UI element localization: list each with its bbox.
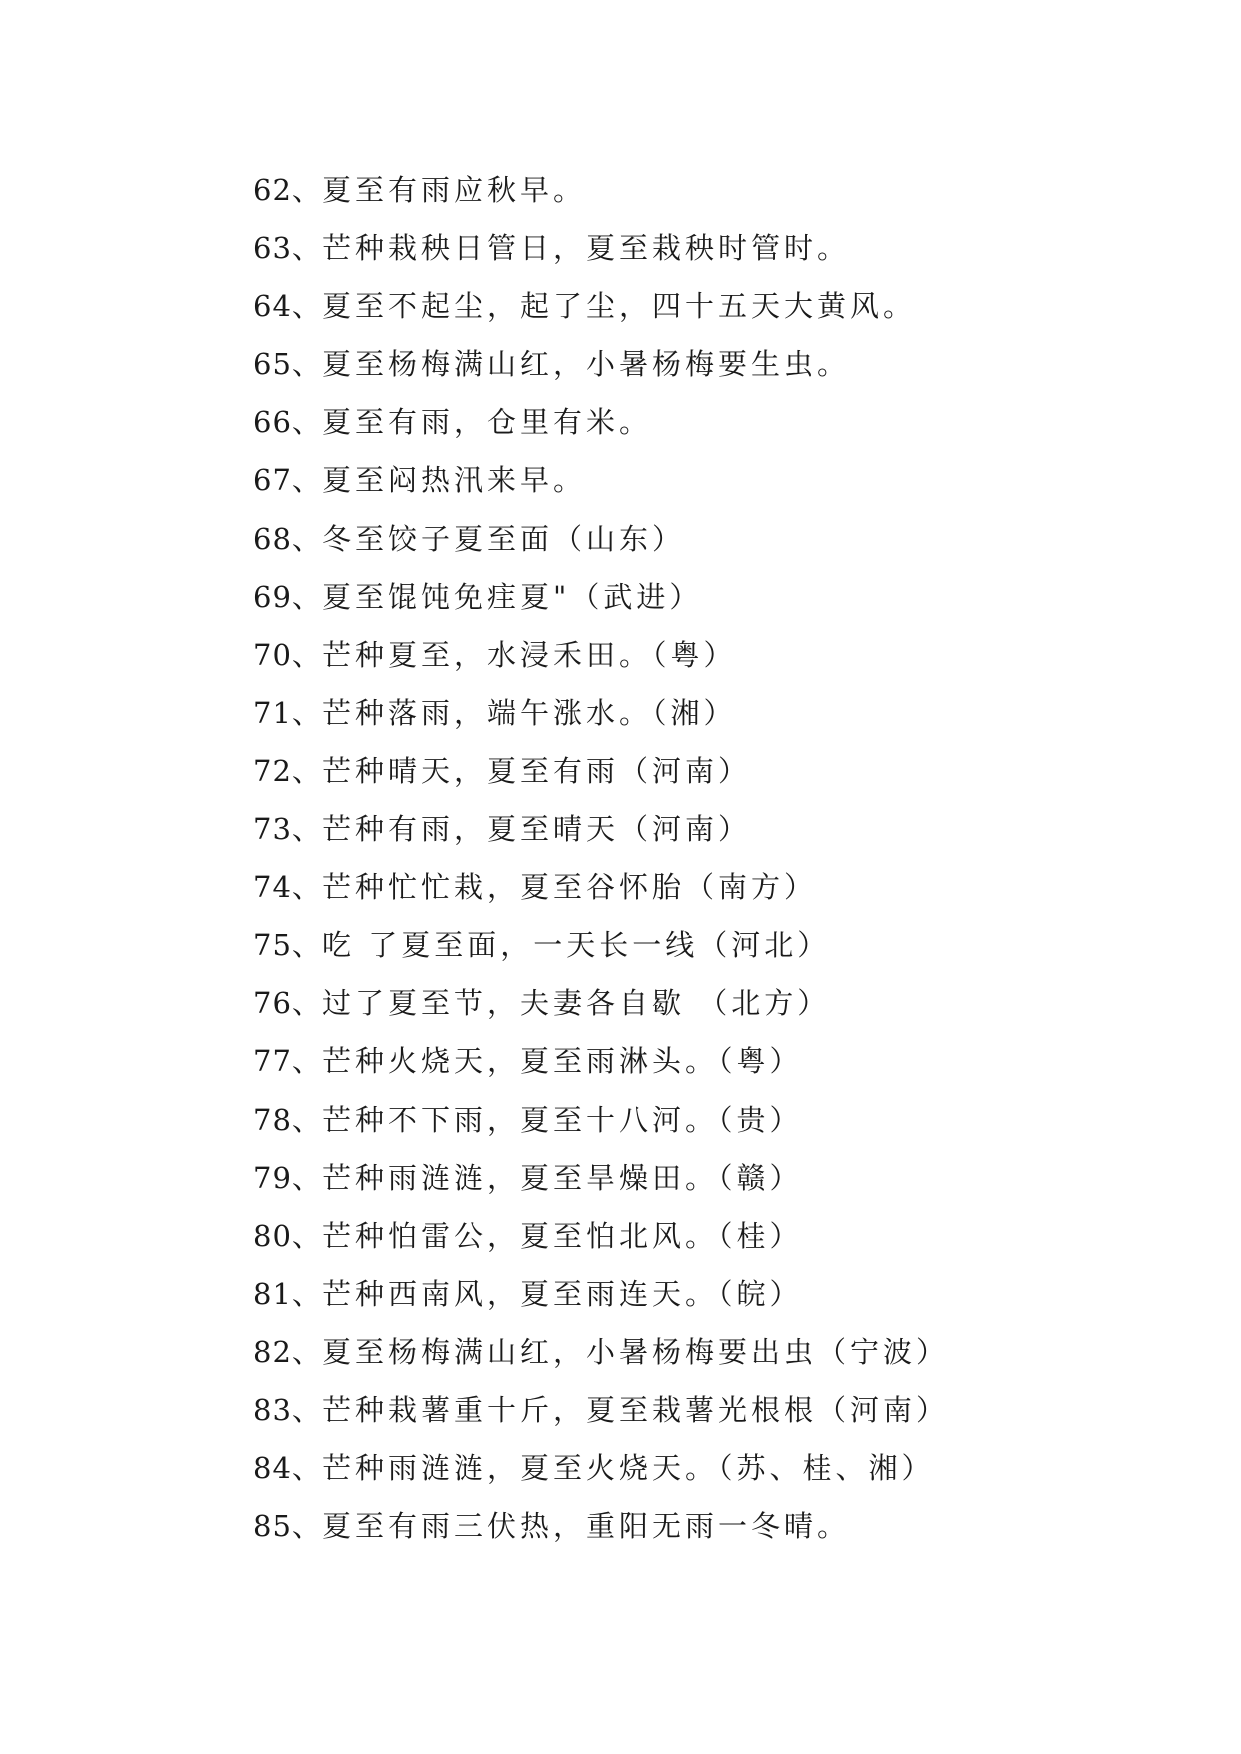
proverb-text: 夏至杨梅满山红，小暑杨梅要出虫（宁波） xyxy=(322,1334,950,1369)
proverb-item xyxy=(0,393,1241,451)
proverb-text: 吃 了夏至面，一天长一线（河北） xyxy=(322,928,831,963)
proverb-item xyxy=(0,1439,1241,1497)
proverb-item xyxy=(0,161,1241,219)
proverb-text: 芒种落雨，端午涨水。（湘） xyxy=(322,695,737,730)
proverb-number: 72、 xyxy=(253,753,322,788)
proverb-number: 64、 xyxy=(253,289,322,324)
proverb-text: 芒种夏至，水浸禾田。（粤） xyxy=(322,637,737,672)
proverb-number: 66、 xyxy=(253,405,322,440)
proverb-item xyxy=(0,1032,1241,1090)
proverb-text: 芒种怕雷公，夏至怕北风。（桂） xyxy=(322,1218,803,1253)
proverb-item xyxy=(0,1323,1241,1381)
proverb-text: 芒种栽薯重十斤，夏至栽薯光根根（河南） xyxy=(322,1392,950,1427)
proverb-text: 芒种雨涟涟，夏至旱燥田。（赣） xyxy=(322,1160,803,1195)
proverb-item xyxy=(0,219,1241,277)
proverb-number: 74、 xyxy=(253,870,322,905)
proverb-text: 芒种栽秧日管日，夏至栽秧时管时。 xyxy=(322,231,851,266)
proverb-number: 85、 xyxy=(253,1509,322,1544)
proverb-item xyxy=(0,568,1241,626)
proverb-text: 芒种西南风，夏至雨连天。（皖） xyxy=(322,1276,803,1311)
proverb-number: 69、 xyxy=(253,579,322,614)
proverb-item xyxy=(0,684,1241,742)
proverb-item xyxy=(0,626,1241,684)
proverb-text: 夏至杨梅满山红，小暑杨梅要生虫。 xyxy=(322,347,851,382)
proverb-number: 68、 xyxy=(253,521,322,556)
proverb-number: 77、 xyxy=(253,1044,322,1079)
proverb-number: 84、 xyxy=(253,1451,322,1486)
proverb-number: 71、 xyxy=(253,695,322,730)
proverb-item xyxy=(0,1149,1241,1207)
proverb-number: 82、 xyxy=(253,1334,322,1369)
proverb-text: 过了夏至节，夫妻各自歇 （北方） xyxy=(322,986,831,1021)
proverb-item xyxy=(0,1265,1241,1323)
proverb-list xyxy=(0,161,1241,1555)
proverb-number: 67、 xyxy=(253,463,322,498)
proverb-text: 芒种火烧天，夏至雨淋头。（粤） xyxy=(322,1044,803,1079)
proverb-text: 夏至馄饨免疰夏"（武进） xyxy=(322,579,703,614)
proverb-text: 夏至闷热汛来早。 xyxy=(322,463,587,498)
proverb-number: 78、 xyxy=(253,1102,322,1137)
proverb-item xyxy=(0,800,1241,858)
proverb-text: 夏至有雨，仓里有米。 xyxy=(322,405,653,440)
proverb-item xyxy=(0,858,1241,916)
proverb-item xyxy=(0,916,1241,974)
proverb-item xyxy=(0,742,1241,800)
proverb-number: 63、 xyxy=(253,231,322,266)
proverb-item xyxy=(0,1091,1241,1149)
proverb-item xyxy=(0,510,1241,568)
proverb-item xyxy=(0,335,1241,393)
proverb-number: 76、 xyxy=(253,986,322,1021)
proverb-number: 75、 xyxy=(253,928,322,963)
proverb-item xyxy=(0,974,1241,1032)
proverb-text: 冬至饺子夏至面（山东） xyxy=(322,521,686,556)
proverb-text: 芒种不下雨，夏至十八河。（贵） xyxy=(322,1102,803,1137)
proverb-item xyxy=(0,1381,1241,1439)
proverb-number: 62、 xyxy=(253,173,322,207)
proverb-number: 79、 xyxy=(253,1160,322,1195)
proverb-number: 80、 xyxy=(253,1218,322,1253)
proverb-number: 65、 xyxy=(253,347,322,382)
proverb-number: 70、 xyxy=(253,637,322,672)
proverb-item xyxy=(0,1497,1241,1555)
proverb-text: 芒种忙忙栽，夏至谷怀胎（南方） xyxy=(322,870,818,905)
proverb-number: 83、 xyxy=(253,1392,322,1427)
proverb-number: 73、 xyxy=(253,812,322,847)
proverb-text: 夏至不起尘，起了尘，四十五天大黄风。 xyxy=(322,289,917,324)
proverb-item xyxy=(0,451,1241,509)
proverb-number: 81、 xyxy=(253,1276,322,1311)
proverb-text: 芒种有雨，夏至晴天（河南） xyxy=(322,812,752,847)
proverb-item xyxy=(0,277,1241,335)
proverb-text: 芒种晴天，夏至有雨（河南） xyxy=(322,753,752,788)
proverb-text: 芒种雨涟涟，夏至火烧天。（苏、桂、湘） xyxy=(322,1451,935,1486)
proverb-text: 夏至有雨应秋早。 xyxy=(322,173,587,207)
proverb-item xyxy=(0,1207,1241,1265)
proverb-text: 夏至有雨三伏热，重阳无雨一冬晴。 xyxy=(322,1509,851,1544)
